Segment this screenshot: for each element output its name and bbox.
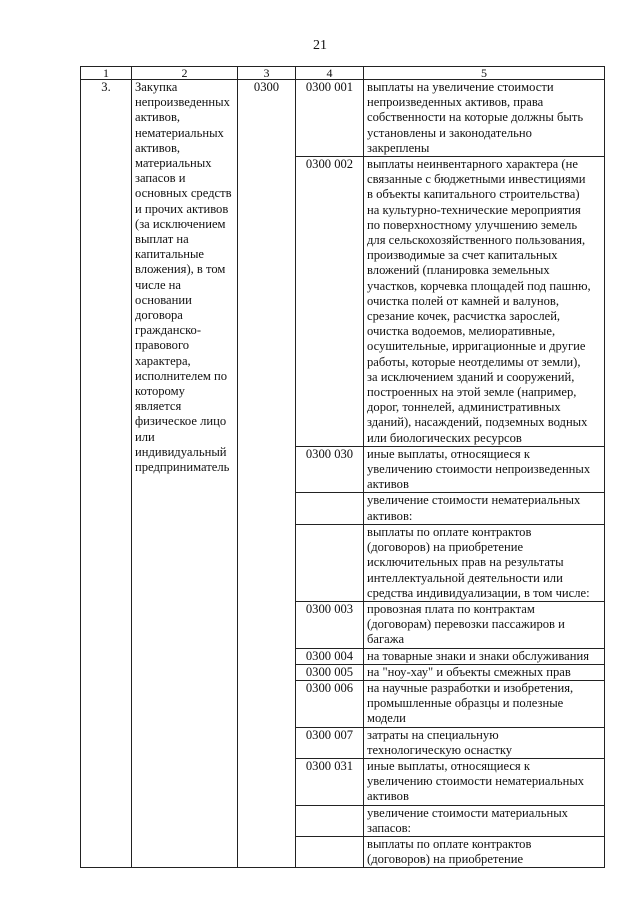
item-description [364,80,605,157]
description-line: вложений (планировка земельных [367,263,550,278]
description-line: участков, корчевка площадей под пашню, [367,278,591,293]
item-code: 0300 006 [296,680,364,727]
description-line: (договоров) на приобретение [367,540,524,555]
category-line: договора [135,308,183,323]
header-col-5: 5 [364,67,605,80]
item-code [296,524,364,601]
item-code: 0300 007 [296,727,364,758]
item-code: 0300 003 [296,601,364,648]
category-line: числе на [135,277,182,292]
category-line: является [135,399,182,414]
description-line: собственности на которые должны быть [367,110,584,125]
description-line: непроизведенных активов, права [367,95,544,110]
category-line: или [135,429,155,444]
item-description [364,493,605,524]
description-line: активов [367,789,409,804]
description-line: производимые за счет капитальных [367,248,558,263]
category-line: правового [135,338,190,353]
description-line: по поверхностному улучшению земель [367,217,578,232]
item-description [364,836,605,867]
description-line: увеличение стоимости нематериальных [367,493,581,508]
item-code: 0300 002 [296,157,364,447]
description-line: запасов: [367,820,412,835]
header-row [81,67,605,80]
item-code: 0300 030 [296,446,364,493]
item-code: 0300 004 [296,648,364,664]
description-line: увеличению стоимости непроизведенных [367,462,591,477]
category-line: выплат на [135,232,189,247]
description-line: дорог, тоннелей, административных [367,400,561,415]
description-line: средства индивидуализации, в том числе: [367,585,590,600]
description-line: очистка полей от камней и валунов, [367,293,560,308]
header-col-4: 4 [296,67,364,80]
category-line: нематериальных [135,125,224,140]
item-description [364,727,605,758]
header-col-3: 3 [238,67,296,80]
category-line: вложения), в том [135,262,226,277]
item-description [364,648,605,664]
item-description [364,805,605,836]
item-description [364,524,605,601]
category-line: запасов и [135,171,186,186]
page-number: 21 [313,38,327,53]
classification-table [80,66,605,868]
item-code [296,805,364,836]
description-line: на "ноу-хау" и объекты смежных прав [367,664,571,679]
description-line: выплаты по оплате контрактов [367,836,532,851]
category-line: капитальные [135,247,205,262]
description-line: осушительные, ирригационные и другие [367,339,586,354]
item-code [296,836,364,867]
description-line: иные выплаты, относящиеся к [367,758,530,773]
category-line: непроизведенных [135,95,230,110]
category-line: активов, [135,110,181,125]
description-line: в объекты капитального строительства) [367,187,580,202]
category-line: и прочих активов [135,201,229,216]
description-line: увеличение стоимости материальных [367,805,568,820]
group-code: 0300 [238,80,296,868]
description-line: (договорам) перевозки пассажиров и [367,617,565,632]
description-line: выплаты неинвентарного характера (не [367,157,578,172]
item-description [364,601,605,648]
description-line: зданий), насаждений, подземных водных [367,415,588,430]
description-line: работы, которые неотделимы от земли), [367,354,581,369]
description-line: (договоров) на приобретение [367,852,524,867]
description-line: активов: [367,508,413,523]
description-line: интеллектуальной деятельности или [367,570,563,585]
item-description [364,758,605,805]
header-col-1: 1 [81,67,132,80]
description-line: на товарные знаки и знаки обслуживания [367,648,590,663]
category-line: материальных [135,156,212,171]
item-description [364,664,605,680]
description-line: технологическую оснастку [367,742,513,757]
category-line: исполнителем по [135,368,228,383]
description-line: на культурно-технические мероприятия [367,202,581,217]
description-line: на научные разработки и изобретения, [367,680,574,695]
description-line: выплаты на увеличение стоимости [367,80,554,94]
item-description [364,680,605,727]
item-code: 0300 031 [296,758,364,805]
category-line: основных средств [135,186,232,201]
description-line: установлены и законодательно [367,125,532,140]
description-line: увеличению стоимости нематериальных [367,774,585,789]
table-row [81,80,605,157]
description-line: связанные с бюджетными инвестициями [367,172,586,187]
category-line: основании [135,292,192,307]
row-number: 3. [81,80,132,868]
description-line: выплаты по оплате контрактов [367,524,532,539]
item-code: 0300 005 [296,664,364,680]
description-line: исключительных прав на результаты [367,555,564,570]
description-line: закреплены [367,140,430,155]
description-line: срезание кочек, расчистка зарослей, [367,309,561,324]
category-line: индивидуальный [135,444,227,459]
item-description [364,446,605,493]
category-line: (за исключением [135,216,226,231]
description-line: за исключением зданий и сооружений, [367,369,575,384]
description-line: построенных на этой земле (например, [367,385,577,400]
expense-category-name [132,80,238,868]
description-line: провозная плата по контрактам [367,601,535,616]
category-line: характера, [135,353,191,368]
description-line: для сельскохозяйственного пользования, [367,233,586,248]
category-line: физическое лицо [135,414,227,429]
item-code: 0300 001 [296,80,364,157]
description-line: промышленные образцы и полезные [367,696,564,711]
header-col-2: 2 [132,67,238,80]
item-code [296,493,364,524]
description-line: иные выплаты, относящиеся к [367,446,530,461]
item-description [364,157,605,447]
description-line: или биологических ресурсов [367,430,522,445]
description-line: затраты на специальную [367,727,499,742]
description-line: активов [367,477,409,492]
description-line: очистка водоемов, мелиоративные, [367,324,556,339]
description-line: модели [367,711,406,726]
category-line: активов, [135,140,181,155]
category-line: Закупка [135,80,178,94]
category-line: предприниматель [135,460,230,475]
category-line: гражданско- [135,323,202,338]
description-line: багажа [367,632,405,647]
category-line: которому [135,384,185,399]
